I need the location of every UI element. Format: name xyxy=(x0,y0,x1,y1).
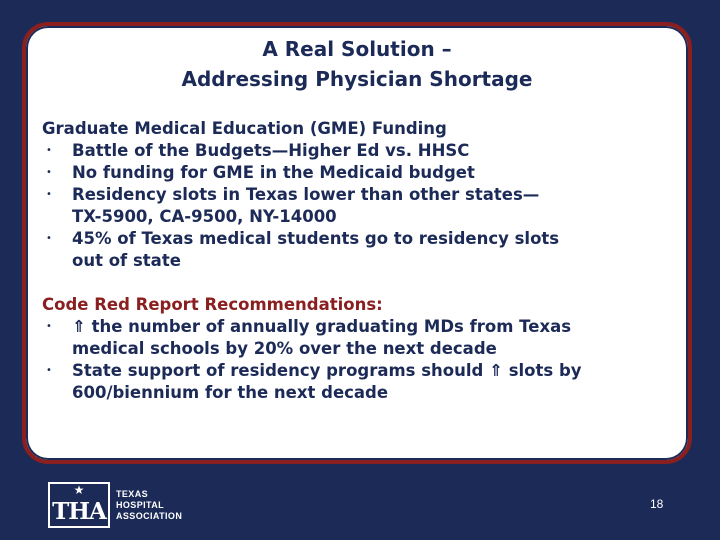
bullet-text-line-2: medical schools by 20% over the next decade xyxy=(72,339,497,358)
bullet-text-line-1-end: slots by xyxy=(508,361,582,380)
code-red-heading: Code Red Report Recommendations: xyxy=(42,295,383,314)
bullet-text: Battle of the Budgets—Higher Ed vs. HHSC xyxy=(72,141,470,160)
list-item xyxy=(42,316,682,360)
code-red-list xyxy=(42,316,682,404)
bullet-text-line-1-start: State support of residency programs should xyxy=(72,361,484,380)
logo-word: TEXAS xyxy=(116,489,149,499)
bullet-text-line-2: TX-5900, CA-9500, NY-14000 xyxy=(72,207,337,226)
logo-wordmark xyxy=(116,489,196,522)
section-spacer xyxy=(42,272,682,294)
up-arrow-icon: ⇑ xyxy=(72,317,86,336)
tha-logo-mark xyxy=(48,482,110,528)
list-item xyxy=(42,162,682,184)
bullet-text: No funding for GME in the Medicaid budget xyxy=(72,163,475,182)
bullet-icon: • xyxy=(46,189,52,200)
star-icon: ★ xyxy=(73,483,85,497)
page-number: 18 xyxy=(650,497,664,511)
list-item xyxy=(42,184,682,228)
list-item xyxy=(42,228,682,272)
bullet-text-line-1: the number of annually graduating MDs from Texas xyxy=(91,317,572,336)
gme-funding-list xyxy=(42,140,682,272)
bullet-text-line-2: out of state xyxy=(72,251,181,270)
bullet-icon: • xyxy=(46,321,52,332)
bullet-text-line-1: 45% of Texas medical students go to residency slots xyxy=(72,229,560,248)
slide-card xyxy=(22,22,692,464)
bullet-icon: • xyxy=(46,233,52,244)
list-item xyxy=(42,360,682,404)
logo-word: ASSOCIATION xyxy=(116,511,183,521)
title-line-2: Addressing Physician Shortage xyxy=(181,67,533,91)
title-line-1: A Real Solution – xyxy=(262,37,452,61)
list-item xyxy=(42,140,682,162)
logo-word: HOSPITAL xyxy=(116,500,165,510)
bullet-icon: • xyxy=(46,167,52,178)
up-arrow-icon: ⇑ xyxy=(489,361,503,380)
tha-logo xyxy=(48,482,188,528)
bullet-icon: • xyxy=(46,365,52,376)
slide-title xyxy=(26,34,688,94)
bullet-text-line-1: Residency slots in Texas lower than other states— xyxy=(72,185,540,204)
bullet-icon: • xyxy=(46,145,52,156)
logo-initials: THA xyxy=(52,498,106,525)
bullet-text-line-2: 600/biennium for the next decade xyxy=(72,383,389,402)
gme-funding-heading: Graduate Medical Education (GME) Funding xyxy=(42,119,447,138)
slide-content xyxy=(42,118,682,404)
